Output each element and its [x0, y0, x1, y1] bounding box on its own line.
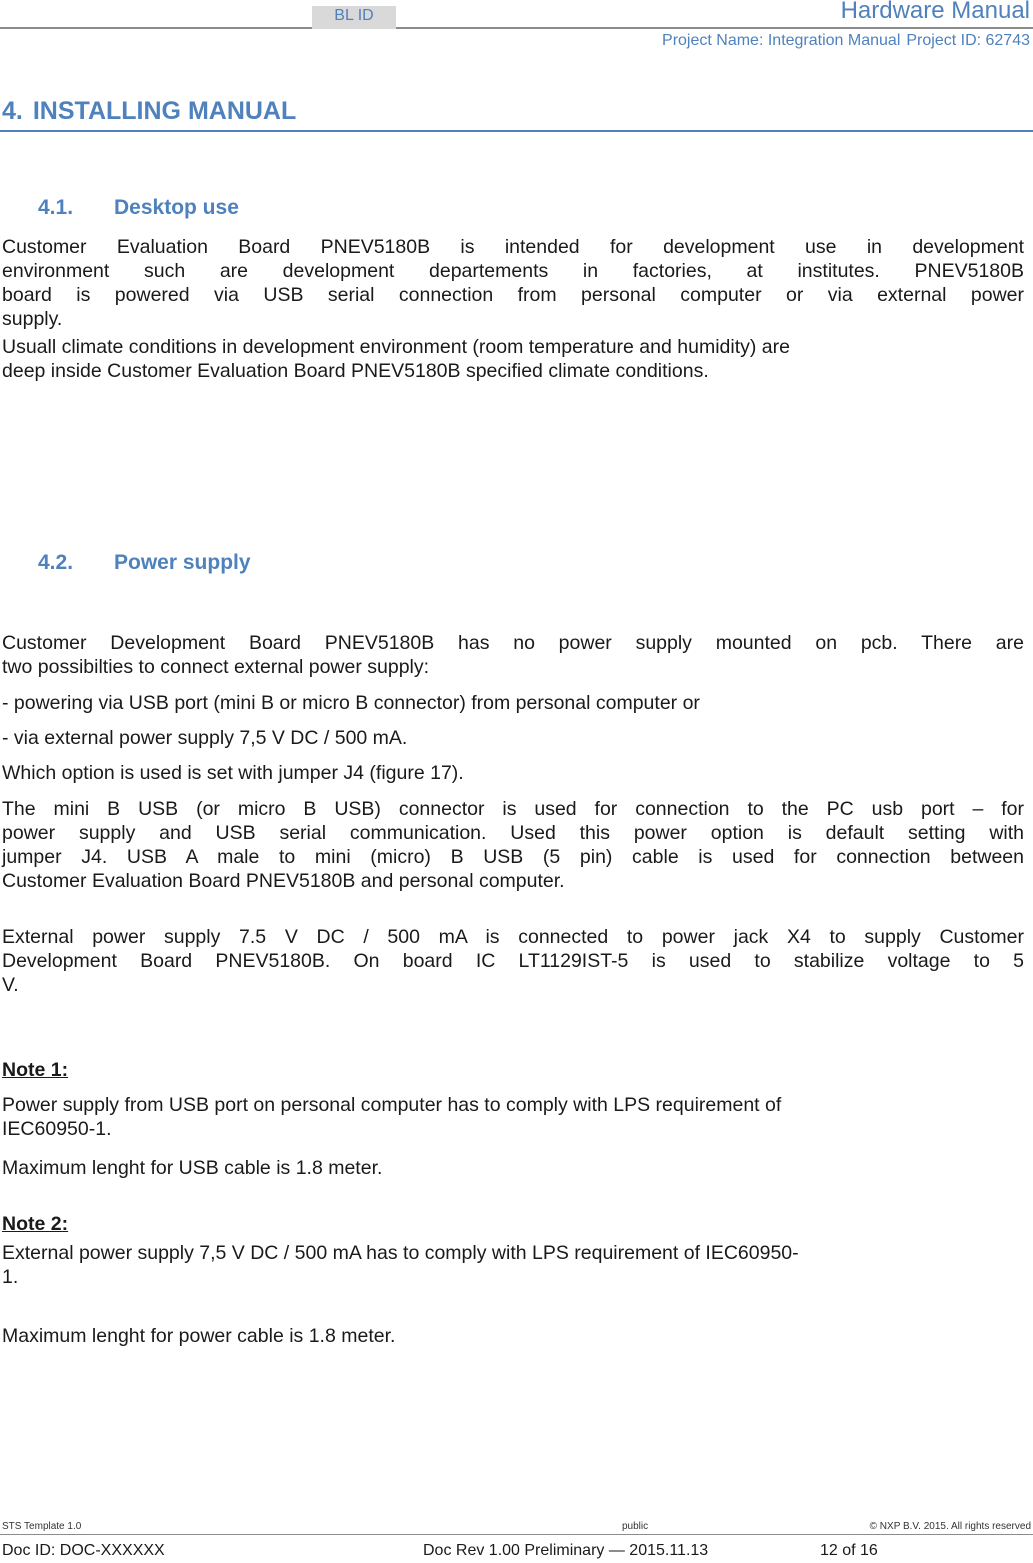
paragraph-line: V.	[2, 974, 19, 996]
subsection-title: Desktop use	[114, 196, 239, 219]
paragraph-line: jumper J4. USB A male to mini (micro) B USB (5 pin) cable is used for connection between	[2, 846, 1024, 868]
header-rule-right	[396, 27, 1033, 29]
note-line: Maximum lenght for USB cable is 1.8 meter.	[2, 1157, 383, 1179]
subsection-heading-power	[38, 551, 251, 575]
paragraph-line: Customer Evaluation Board PNEV5180B is intended for development use in development	[2, 236, 1024, 258]
paragraph-line: Which option is used is set with jumper J4 (figure 17).	[2, 762, 464, 784]
paragraph-line: supply.	[2, 308, 63, 330]
paragraph-line: External power supply 7.5 V DC / 500 mA is connected to power jack X4 to supply Customer	[2, 926, 1024, 948]
paragraph-line: environment such are development departements in factories, at institutes. PNEV5180B	[2, 260, 1024, 282]
project-id: Project ID: 62743	[906, 32, 1030, 49]
section-number: 4.	[2, 97, 23, 125]
paragraph-line: Usuall climate conditions in development environment (room temperature and humidity) are	[2, 336, 790, 358]
note-line: Maximum lenght for power cable is 1.8 meter.	[2, 1325, 396, 1347]
paragraph-line: The mini B USB (or micro B USB) connector is used for connection to the PC usb port – for	[2, 798, 1024, 820]
document-title: Hardware Manual	[840, 0, 1030, 24]
project-info	[662, 32, 1030, 50]
note-label: Note 1:	[2, 1059, 69, 1081]
section-rule	[0, 130, 1033, 132]
list-item: - powering via USB port (mini B or micro B connector) from personal computer or	[2, 692, 700, 714]
footer-page-number: 12 of 16	[820, 1542, 878, 1559]
footer-template: STS Template 1.0	[2, 1521, 82, 1532]
section-title: INSTALLING MANUAL	[32, 97, 297, 125]
paragraph-line: Customer Development Board PNEV5180B has no power supply mounted on pcb. There are	[2, 632, 1024, 654]
footer-doc-id: Doc ID: DOC-XXXXXX	[2, 1542, 165, 1559]
paragraph-line: two possibilties to connect external power supply:	[2, 656, 430, 678]
note-line: External power supply 7,5 V DC / 500 mA has to comply with LPS requirement of IEC60950-	[2, 1242, 799, 1264]
subsection-heading-desktop	[38, 196, 239, 220]
paragraph-line: deep inside Customer Evaluation Board PNEV5180B specified climate conditions.	[2, 360, 709, 382]
note-label: Note 2:	[2, 1213, 69, 1235]
bl-id-label: BL ID	[334, 7, 374, 24]
project-name: Project Name: Integration Manual	[662, 32, 901, 49]
footer-classification: public	[622, 1521, 649, 1532]
paragraph-line: power supply and USB serial communication. Used this power option is default setting with	[2, 822, 1024, 844]
subsection-title: Power supply	[114, 551, 251, 574]
subsection-number: 4.2.	[38, 551, 74, 574]
paragraph-line: board is powered via USB serial connection from personal computer or via external power	[2, 284, 1024, 306]
subsection-number: 4.1.	[38, 196, 74, 219]
section-heading	[2, 97, 296, 126]
paragraph-line: Customer Evaluation Board PNEV5180B and personal computer.	[2, 870, 565, 892]
note-line: IEC60950-1.	[2, 1118, 112, 1140]
footer-doc-rev: Doc Rev 1.00 Preliminary — 2015.11.13	[423, 1542, 709, 1559]
header-rule-left	[0, 27, 312, 29]
note-line: 1.	[2, 1266, 19, 1288]
footer-rule	[0, 1534, 1033, 1535]
paragraph-line: Development Board PNEV5180B. On board IC LT1129IST-5 is used to stabilize voltage to 5	[2, 950, 1024, 972]
note-line: Power supply from USB port on personal computer has to comply with LPS requirement of	[2, 1094, 782, 1116]
list-item: - via external power supply 7,5 V DC / 500 mA.	[2, 727, 408, 749]
footer-copyright: © NXP B.V. 2015. All rights reserved	[869, 1521, 1031, 1532]
